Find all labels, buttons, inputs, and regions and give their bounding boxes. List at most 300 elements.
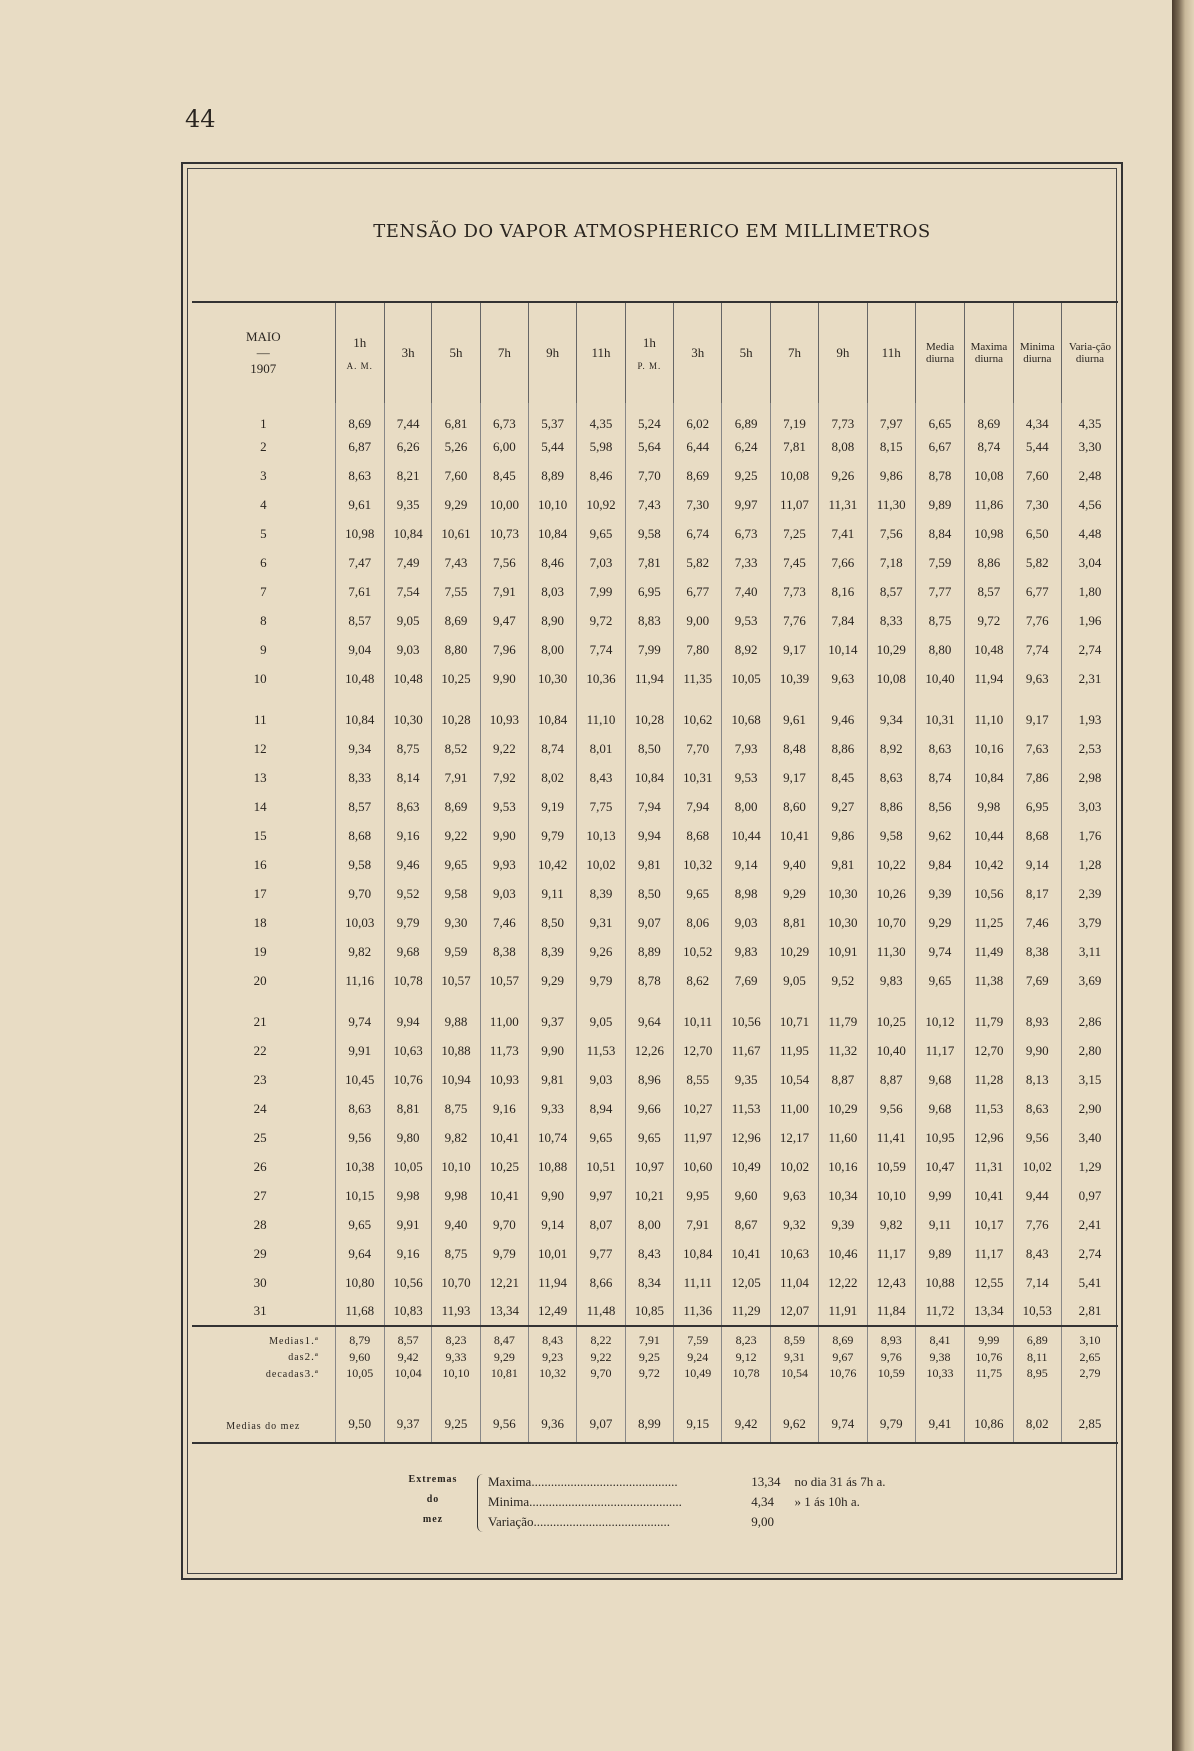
table-cell: 8,83 — [625, 606, 673, 635]
table-cell: 9,05 — [770, 966, 818, 995]
table-cell: 8,74 — [915, 763, 964, 792]
table-cell: 7,47 — [335, 548, 384, 577]
table-cell: 11,93 — [432, 1297, 480, 1326]
table-cell: 9,58 — [432, 879, 480, 908]
table-cell: 9,17 — [1013, 705, 1061, 734]
table-cell: 7,44 — [384, 403, 431, 432]
table-cell: 11,94 — [965, 664, 1013, 693]
table-cell: 9,03 — [384, 635, 431, 664]
table-cell: 11,10 — [965, 705, 1013, 734]
table-cell: 10,36 — [577, 664, 625, 693]
table-cell: 10,78 — [722, 1366, 770, 1385]
table-cell: 10,28 — [625, 705, 673, 734]
table-cell: 2,81 — [1061, 1297, 1118, 1326]
day-number: 28 — [253, 1216, 267, 1232]
table-cell: 10,78 — [384, 966, 431, 995]
table-cell: 10,93 — [480, 1065, 528, 1094]
table-cell: 9,07 — [577, 1385, 625, 1443]
table-cell: 6,00 — [480, 432, 528, 461]
table-cell: 8,43 — [529, 1326, 577, 1348]
table-cell: 8,57 — [335, 792, 384, 821]
table-cell: 7,76 — [1013, 1210, 1061, 1239]
table-cell: 10,60 — [674, 1152, 722, 1181]
table-cell: 4,35 — [577, 403, 625, 432]
table-cell: 11,07 — [770, 490, 818, 519]
day-number: 24 — [253, 1100, 267, 1116]
table-row — [192, 879, 1118, 908]
table-cell: 9,90 — [529, 1181, 577, 1210]
table-cell: 9,56 — [1013, 1123, 1061, 1152]
table-cell: 10,57 — [480, 966, 528, 995]
table-cell: 11,29 — [722, 1297, 770, 1326]
table-cell: 6,73 — [480, 403, 528, 432]
table-cell: 10,74 — [529, 1123, 577, 1152]
table-cell: 7,60 — [1013, 461, 1061, 490]
table-row — [192, 635, 1118, 664]
table-cell: 9,94 — [384, 1007, 431, 1036]
table-cell: 7,76 — [1013, 606, 1061, 635]
table-cell: 10,56 — [965, 879, 1013, 908]
table-cell: 8,89 — [625, 937, 673, 966]
table-cell: 9,56 — [335, 1123, 384, 1152]
day-number: 4 — [260, 496, 267, 512]
table-cell: 8,87 — [867, 1065, 915, 1094]
table-cell: 12,96 — [722, 1123, 770, 1152]
table-cell: 9,79 — [529, 821, 577, 850]
table-cell: 10,84 — [674, 1239, 722, 1268]
table-cell: 11,86 — [965, 490, 1013, 519]
table-cell: 10,84 — [335, 705, 384, 734]
table-cell: 10,47 — [915, 1152, 964, 1181]
table-cell: 10,88 — [432, 1036, 480, 1065]
table-cell: 7,43 — [625, 490, 673, 519]
table-cell: 9,11 — [915, 1210, 964, 1239]
table-cell: 8,00 — [529, 635, 577, 664]
table-cell: 9,79 — [577, 966, 625, 995]
table-cell: 9,97 — [577, 1181, 625, 1210]
table-cell: 10,62 — [674, 705, 722, 734]
table-cell: 8,93 — [1013, 1007, 1061, 1036]
table-cell: 7,46 — [1013, 908, 1061, 937]
day-number: 20 — [253, 972, 267, 988]
table-cell: 8,69 — [432, 606, 480, 635]
table-cell: 10,71 — [770, 1007, 818, 1036]
day-number: 18 — [253, 914, 267, 930]
table-cell: 8,95 — [1013, 1366, 1061, 1385]
table-cell: 10,02 — [770, 1152, 818, 1181]
table-cell: 7,80 — [674, 635, 722, 664]
table-cell: 9,17 — [770, 635, 818, 664]
header-hour: 11h — [577, 302, 625, 403]
table-cell: 9,46 — [819, 705, 867, 734]
table-cell: 10,81 — [480, 1366, 528, 1385]
table-cell: 8,57 — [335, 606, 384, 635]
table-cell: 0,97 — [1061, 1181, 1118, 1210]
table-cell: 8,03 — [529, 577, 577, 606]
table-cell: 11,16 — [335, 966, 384, 995]
table-cell: 9,53 — [722, 763, 770, 792]
header-month-year — [192, 302, 335, 403]
table-cell: 7,25 — [770, 519, 818, 548]
day-number: 25 — [253, 1129, 267, 1145]
table-cell: 12,43 — [867, 1268, 915, 1297]
table-cell: 10,32 — [529, 1366, 577, 1385]
table-cell: 9,22 — [577, 1348, 625, 1366]
table-cell: 10,46 — [819, 1239, 867, 1268]
table-cell: 8,75 — [432, 1094, 480, 1123]
header-hour: 3h — [674, 302, 722, 403]
table-cell: 10,08 — [867, 664, 915, 693]
table-cell: 5,37 — [529, 403, 577, 432]
table-cell: 7,54 — [384, 577, 431, 606]
table-cell: 13,34 — [480, 1297, 528, 1326]
table-cell: 8,21 — [384, 461, 431, 490]
table-cell: 9,65 — [674, 879, 722, 908]
table-cell: 9,58 — [625, 519, 673, 548]
table-cell: 9,98 — [965, 792, 1013, 821]
table-cell: 12,26 — [625, 1036, 673, 1065]
table-cell: 9,63 — [1013, 664, 1061, 693]
table-cell: 9,59 — [432, 937, 480, 966]
table-cell: 10,14 — [819, 635, 867, 664]
table-cell: 7,91 — [480, 577, 528, 606]
table-cell: 10,40 — [915, 664, 964, 693]
table-title: TENSÃO DO VAPOR ATMOSPHERICO EM MILLIMETROS — [373, 221, 931, 242]
table-cell: 9,63 — [819, 664, 867, 693]
table-cell: 9,64 — [625, 1007, 673, 1036]
table-cell: 9,46 — [384, 850, 431, 879]
table-cell: 9,90 — [1013, 1036, 1061, 1065]
table-cell: 9,70 — [577, 1366, 625, 1385]
header-hour: 7h — [770, 302, 818, 403]
decade-spacer — [192, 693, 1118, 705]
header-hour: 3h — [384, 302, 431, 403]
table-cell: 9,29 — [432, 490, 480, 519]
table-cell: 10,85 — [625, 1297, 673, 1326]
table-cell: 8,60 — [770, 792, 818, 821]
day-number: 2 — [260, 438, 267, 454]
table-cell: 9,53 — [480, 792, 528, 821]
table-row — [192, 850, 1118, 879]
table-cell: 7,76 — [770, 606, 818, 635]
table-cell: 2,65 — [1061, 1348, 1118, 1366]
table-cell: 7,40 — [722, 577, 770, 606]
table-cell: 9,52 — [384, 879, 431, 908]
extremas-maxima-value: 13,34 — [751, 1474, 781, 1489]
table-cell: 8,68 — [335, 821, 384, 850]
table-cell: 7,59 — [674, 1326, 722, 1348]
table-cell: 9,52 — [819, 966, 867, 995]
header-dash: — — [256, 345, 270, 360]
table-cell: 7,77 — [915, 577, 964, 606]
table-cell: 10,05 — [722, 664, 770, 693]
table-cell: 9,25 — [625, 1348, 673, 1366]
table-cell: 8,69 — [432, 792, 480, 821]
table-cell: 9,89 — [915, 1239, 964, 1268]
table-cell: 4,34 — [1013, 403, 1061, 432]
table-cell: 9,65 — [625, 1123, 673, 1152]
table-cell: 10,05 — [384, 1152, 431, 1181]
table-cell: 9,65 — [432, 850, 480, 879]
table-row — [192, 1036, 1118, 1065]
table-cell: 8,66 — [577, 1268, 625, 1297]
table-cell: 9,63 — [770, 1181, 818, 1210]
table-cell: 9,07 — [625, 908, 673, 937]
table-cell: 9,90 — [480, 821, 528, 850]
table-cell: 7,96 — [480, 635, 528, 664]
month-mean-row — [192, 1385, 1118, 1443]
table-cell: 8,63 — [915, 734, 964, 763]
table-cell: 10,30 — [384, 705, 431, 734]
table-cell: 9,38 — [915, 1348, 964, 1366]
table-cell: 8,02 — [529, 763, 577, 792]
table-row — [192, 432, 1118, 461]
table-cell: 8,74 — [965, 432, 1013, 461]
table-cell: 8,45 — [480, 461, 528, 490]
table-cell: 11,53 — [965, 1094, 1013, 1123]
table-cell: 10,31 — [915, 705, 964, 734]
table-cell: 9,81 — [819, 850, 867, 879]
table-cell: 7,69 — [722, 966, 770, 995]
table-cell: 9,35 — [384, 490, 431, 519]
table-cell: 11,95 — [770, 1036, 818, 1065]
table-cell: 9,86 — [867, 461, 915, 490]
table-cell: 9,03 — [722, 908, 770, 937]
table-row — [192, 1210, 1118, 1239]
table-cell: 9,16 — [384, 821, 431, 850]
day-number: 31 — [253, 1303, 267, 1318]
table-cell: 10,42 — [529, 850, 577, 879]
table-cell: 10,21 — [625, 1181, 673, 1210]
decade-label — [192, 1326, 335, 1348]
table-row — [192, 1007, 1118, 1036]
table-cell: 7,41 — [819, 519, 867, 548]
table-cell: 11,53 — [577, 1036, 625, 1065]
table-cell: 8,69 — [335, 403, 384, 432]
table-cell: 2,86 — [1061, 1007, 1118, 1036]
table-cell: 8,43 — [625, 1239, 673, 1268]
table-cell: 11,79 — [819, 1007, 867, 1036]
table-cell: 9,40 — [770, 850, 818, 879]
table-cell: 9,05 — [577, 1007, 625, 1036]
table-cell: 10,70 — [867, 908, 915, 937]
table-row — [192, 519, 1118, 548]
table-cell: 6,81 — [432, 403, 480, 432]
table-cell: 12,07 — [770, 1297, 818, 1326]
table-cell: 10,84 — [965, 763, 1013, 792]
table-cell: 10,12 — [915, 1007, 964, 1036]
table-cell: 10,76 — [384, 1065, 431, 1094]
header-row — [192, 302, 1118, 403]
table-cell: 10,44 — [722, 821, 770, 850]
table-cell: 9,90 — [480, 664, 528, 693]
table-cell: 9,65 — [577, 1123, 625, 1152]
table-cell: 9,34 — [335, 734, 384, 763]
table-cell: 8,52 — [432, 734, 480, 763]
table-cell: 10,63 — [384, 1036, 431, 1065]
table-cell: 10,84 — [384, 519, 431, 548]
table-cell: 8,80 — [432, 635, 480, 664]
table-cell: 11,04 — [770, 1268, 818, 1297]
table-cell: 10,41 — [770, 821, 818, 850]
table-cell: 10,88 — [529, 1152, 577, 1181]
table-cell: 12,96 — [965, 1123, 1013, 1152]
table-cell: 8,81 — [770, 908, 818, 937]
table-cell: 7,70 — [625, 461, 673, 490]
day-number: 16 — [253, 856, 267, 872]
table-cell: 11,30 — [867, 490, 915, 519]
table-cell: 11,41 — [867, 1123, 915, 1152]
table-cell: 11,84 — [867, 1297, 915, 1326]
table-cell: 11,68 — [335, 1297, 384, 1326]
table-cell: 9,42 — [384, 1348, 431, 1366]
table-cell: 7,69 — [1013, 966, 1061, 995]
table-cell: 10,34 — [819, 1181, 867, 1210]
table-cell: 5,26 — [432, 432, 480, 461]
table-cell: 9,31 — [770, 1348, 818, 1366]
table-cell: 11,60 — [819, 1123, 867, 1152]
table-cell: 9,65 — [915, 966, 964, 995]
table-cell: 2,48 — [1061, 461, 1118, 490]
table-cell: 9,39 — [915, 879, 964, 908]
table-cell: 9,74 — [819, 1385, 867, 1443]
table-cell: 9,47 — [480, 606, 528, 635]
table-row — [192, 461, 1118, 490]
table-cell: 9,66 — [625, 1094, 673, 1123]
table-cell: 10,42 — [965, 850, 1013, 879]
day-number: 17 — [253, 885, 267, 901]
day-number: 12 — [253, 740, 267, 756]
table-cell: 2,85 — [1061, 1385, 1118, 1443]
table-cell: 9,41 — [915, 1385, 964, 1443]
table-cell: 10,10 — [867, 1181, 915, 1210]
table-cell: 10,40 — [867, 1036, 915, 1065]
header-month: MAIO — [245, 329, 281, 344]
extremas-label: Extremas — [408, 1474, 458, 1485]
table-row — [192, 606, 1118, 635]
table-cell: 11,28 — [965, 1065, 1013, 1094]
table-cell: 8,90 — [529, 606, 577, 635]
table-cell: 10,41 — [480, 1123, 528, 1152]
table-cell: 10,41 — [965, 1181, 1013, 1210]
table-cell: 9,93 — [480, 850, 528, 879]
table-cell: 10,10 — [432, 1366, 480, 1385]
table-cell: 9,82 — [335, 937, 384, 966]
table-cell: 10,92 — [577, 490, 625, 519]
table-cell: 9,25 — [432, 1385, 480, 1443]
table-cell: 3,79 — [1061, 908, 1118, 937]
table-cell: 7,33 — [722, 548, 770, 577]
table-cell: 7,86 — [1013, 763, 1061, 792]
table-cell: 7,91 — [674, 1210, 722, 1239]
table-cell: 8,50 — [625, 879, 673, 908]
table-cell: 7,84 — [819, 606, 867, 635]
table-cell: 12,55 — [965, 1268, 1013, 1297]
table-cell: 8,75 — [432, 1239, 480, 1268]
table-cell: 7,73 — [819, 403, 867, 432]
table-cell: 10,38 — [335, 1152, 384, 1181]
table-cell: 6,73 — [722, 519, 770, 548]
table-cell: 10,22 — [867, 850, 915, 879]
table-cell: 8,22 — [577, 1326, 625, 1348]
table-cell: 9,22 — [432, 821, 480, 850]
table-cell: 10,41 — [480, 1181, 528, 1210]
table-cell: 7,81 — [625, 548, 673, 577]
day-number: 29 — [253, 1245, 267, 1261]
table-cell: 7,97 — [867, 403, 915, 432]
table-cell: 7,81 — [770, 432, 818, 461]
table-cell: 8,13 — [1013, 1065, 1061, 1094]
header-year: 1907 — [250, 361, 277, 376]
table-cell: 8,39 — [529, 937, 577, 966]
table-cell: 9,56 — [480, 1385, 528, 1443]
table-cell: 8,55 — [674, 1065, 722, 1094]
table-cell: 7,03 — [577, 548, 625, 577]
table-cell: 10,54 — [770, 1065, 818, 1094]
table-cell: 11,17 — [867, 1239, 915, 1268]
table-cell: 2,41 — [1061, 1210, 1118, 1239]
table-cell: 9,11 — [529, 879, 577, 908]
extremas-minima-value: 4,34 — [751, 1494, 774, 1509]
table-cell: 8,78 — [915, 461, 964, 490]
table-cell: 10,44 — [965, 821, 1013, 850]
table-cell: 8,80 — [915, 635, 964, 664]
table-cell: 9,67 — [819, 1348, 867, 1366]
table-cell: 8,46 — [529, 548, 577, 577]
table-cell: 8,87 — [819, 1065, 867, 1094]
table-row — [192, 548, 1118, 577]
table-cell: 9,29 — [529, 966, 577, 995]
table-cell: 10,86 — [965, 1385, 1013, 1443]
table-cell: 10,76 — [965, 1348, 1013, 1366]
table-cell: 11,00 — [480, 1007, 528, 1036]
table-cell: 9,61 — [335, 490, 384, 519]
table-cell: 11,72 — [915, 1297, 964, 1326]
decade-label-word: das — [288, 1352, 305, 1363]
table-cell: 9,26 — [819, 461, 867, 490]
table-cell: 8,56 — [915, 792, 964, 821]
table-cell: 8,68 — [1013, 821, 1061, 850]
table-cell: 8,59 — [770, 1326, 818, 1348]
decade-label-word: decadas — [265, 1368, 305, 1380]
page-number: 44 — [185, 105, 216, 133]
table-cell: 11,25 — [965, 908, 1013, 937]
header-hour: 1h A. M. — [335, 302, 384, 403]
table-cell: 10,08 — [770, 461, 818, 490]
table-cell: 7,30 — [1013, 490, 1061, 519]
table-cell: 11,73 — [480, 1036, 528, 1065]
table-cell: 9,79 — [384, 908, 431, 937]
table-cell: 10,53 — [1013, 1297, 1061, 1326]
vapor-pressure-table — [192, 301, 1118, 1444]
table-cell: 8,86 — [867, 792, 915, 821]
table-row — [192, 705, 1118, 734]
table-cell: 9,40 — [432, 1210, 480, 1239]
table-cell: 9,24 — [674, 1348, 722, 1366]
table-row — [192, 577, 1118, 606]
table-cell: 10,98 — [965, 519, 1013, 548]
table-cell: 8,57 — [384, 1326, 431, 1348]
table-frame-inner — [187, 168, 1117, 1574]
table-cell: 9,62 — [770, 1385, 818, 1443]
table-cell: 10,59 — [867, 1152, 915, 1181]
table-cell: 7,75 — [577, 792, 625, 821]
header-hour: 1h P. M. — [625, 302, 673, 403]
table-cell: 6,74 — [674, 519, 722, 548]
day-number: 6 — [260, 554, 267, 570]
table-cell: 10,59 — [867, 1366, 915, 1385]
table-row — [192, 1065, 1118, 1094]
